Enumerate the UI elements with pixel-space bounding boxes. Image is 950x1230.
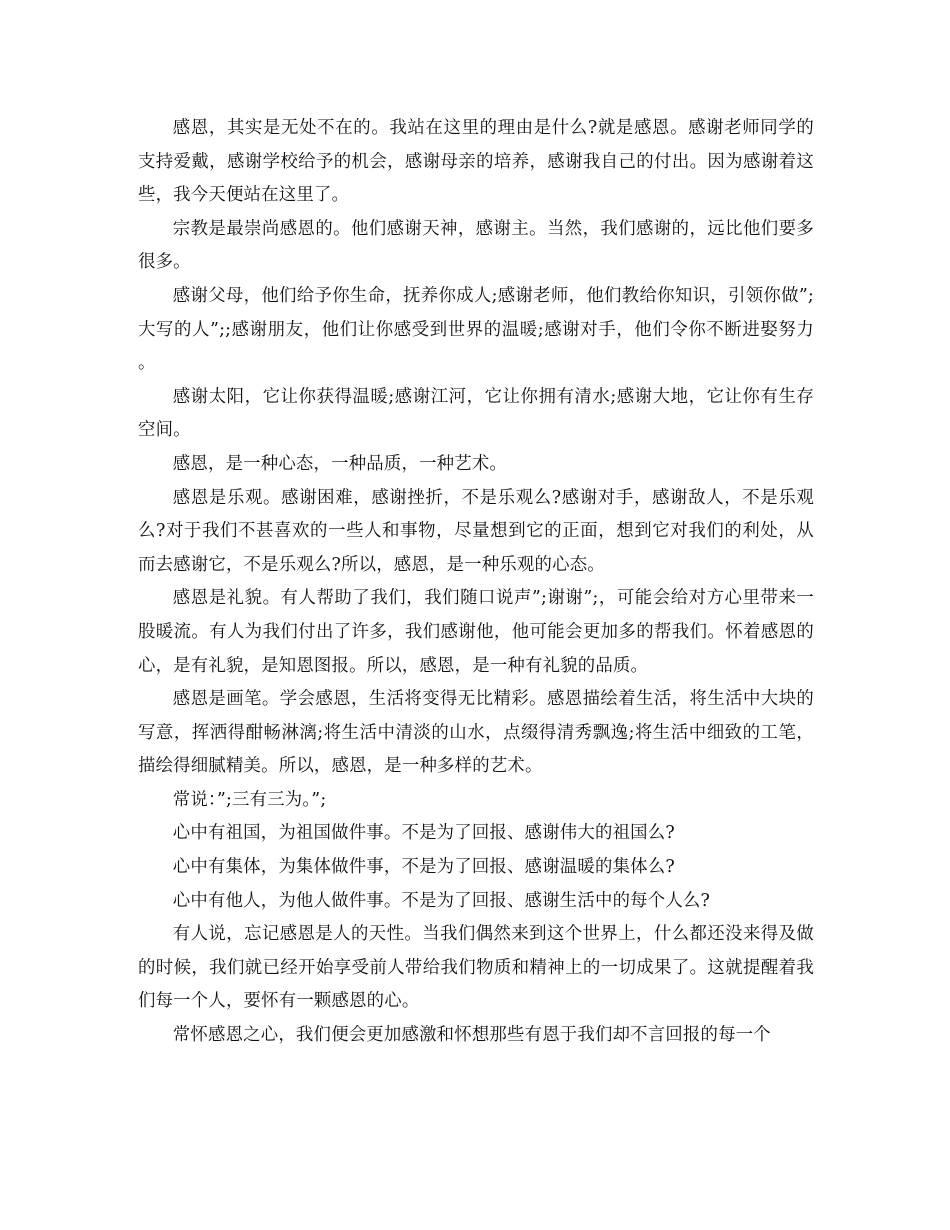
paragraph: 感恩是礼貌。有人帮助了我们，我们随口说声”;谢谢”;，可能会给对方心里带来一股暖流。有人为我们付出了许多，我们感谢他，他可能会更加多的帮我们。怀着感恩的心，是有礼貌，是知恩图报。所以，感恩，是一种有礼貌的品质。 — [138, 588, 814, 676]
paragraph: 心中有祖国，为祖国做件事。不是为了回报、感谢伟大的祖国么? — [172, 823, 675, 844]
paragraph: 常说：”;三有三为。”; — [172, 789, 327, 810]
paragraph: 感恩是乐观。感谢困难，感谢挫折，不是乐观么?感谢对手，感谢敌人，不是乐观么?对于我们不甚喜欢的一些人和事物，尽量想到它的正面，想到它对我们的利处，从而去感谢它，不是乐观么?所以，感恩，是一种乐观的心态。 — [138, 487, 814, 575]
paragraph: 常怀感恩之心，我们便会更加感激和怀想那些有恩于我们却不言回报的每一个 — [172, 1025, 771, 1046]
paragraph: 感谢太阳，它让你获得温暖;感谢江河，它让你拥有清水;感谢大地，它让你有生存空间。 — [138, 386, 814, 441]
paragraph: 感谢父母，他们给予你生命，抚养你成人;感谢老师，他们教给你知识，引领你做”;大写的人”;;感谢朋友，他们让你感受到世界的温暖;感谢对手，他们令你不断进娶努力。 — [138, 285, 814, 374]
paragraph: 感恩是画笔。学会感恩，生活将变得无比精彩。感恩描绘着生活，将生活中大块的写意，挥洒得酣畅淋漓;将生活中清淡的山水，点缀得清秀飘逸;将生活中细致的工笔，描绘得细腻精美。所以，感恩，是一种多样的艺术。 — [138, 689, 814, 777]
document-body — [138, 112, 814, 1053]
paragraph: 感恩，其实是无处不在的。我站在这里的理由是什么?就是感恩。感谢老师同学的支持爱戴，感谢学校给予的机会，感谢母亲的培养，感谢我自己的付出。因为感谢着这些，我今天便站在这里了。 — [138, 118, 814, 206]
paragraph: 感恩，是一种心态，一种品质，一种艺术。 — [172, 453, 508, 474]
paragraph: 有人说，忘记感恩是人的天性。当我们偶然来到这个世界上，什么都还没来得及做的时候，我们就已经开始享受前人带给我们物质和精神上的一切成果了。这就提醒着我们每一个人，要怀有一颗感恩的心。 — [138, 924, 814, 1012]
paragraph: 心中有他人，为他人做件事。不是为了回报、感谢生活中的每个人么? — [172, 890, 711, 911]
paragraph: 心中有集体，为集体做件事，不是为了回报、感谢温暖的集体么? — [172, 857, 675, 878]
paragraph: 宗教是最崇尚感恩的。他们感谢天神，感谢主。当然，我们感谢的，远比他们要多很多。 — [138, 218, 814, 273]
